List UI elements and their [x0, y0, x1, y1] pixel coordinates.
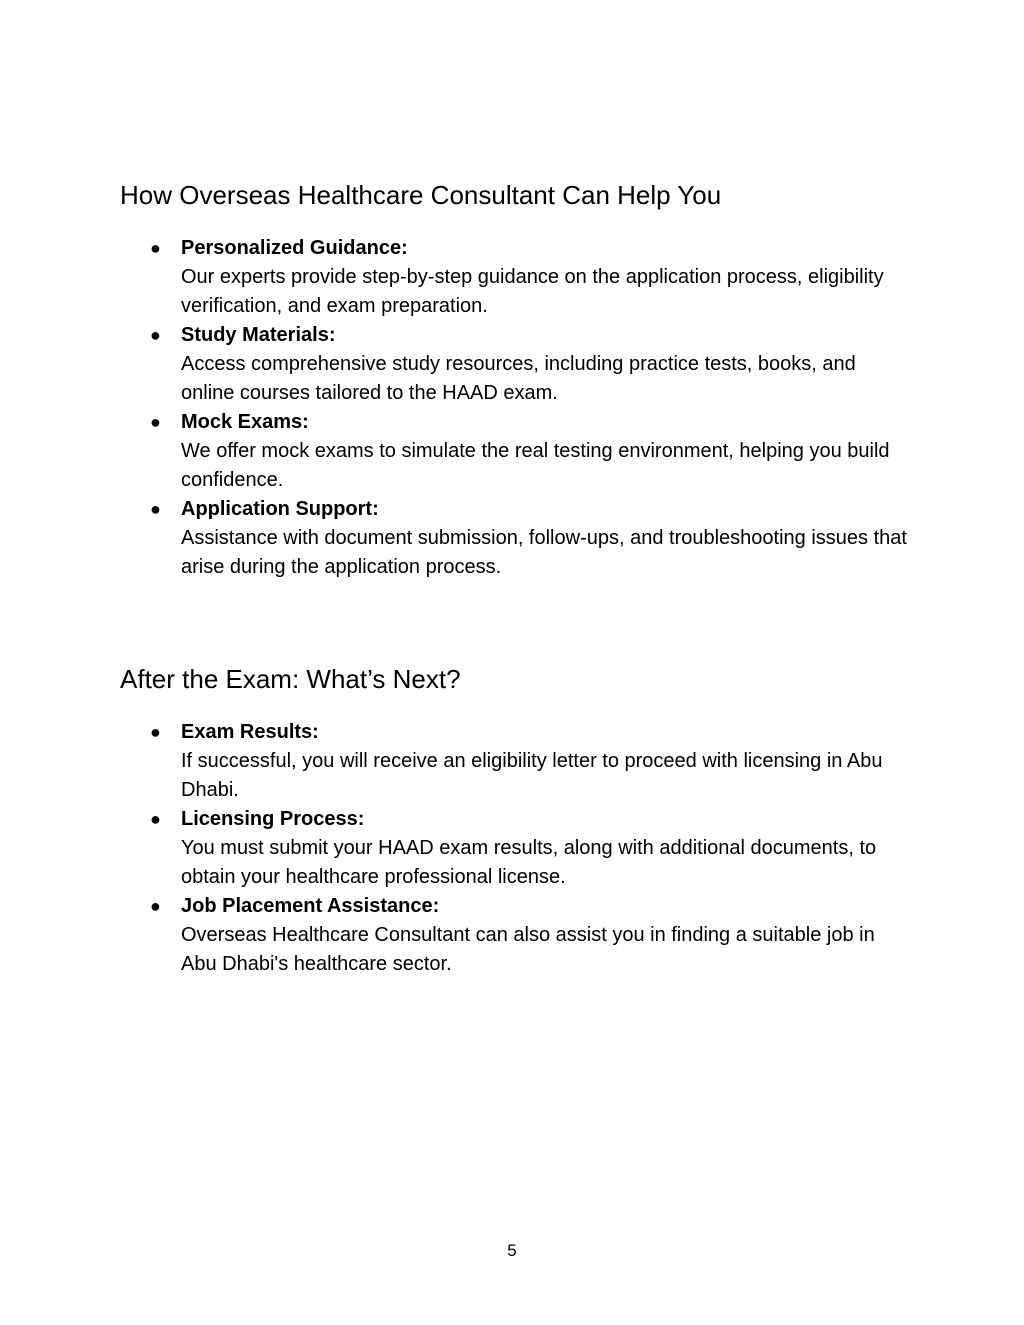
bullet-icon: ●: [150, 809, 161, 829]
item-title: Licensing Process:: [181, 808, 365, 830]
item-body: If successful, you will receive an eligibility letter to proceed with licensing in Abu Dhabi.: [181, 750, 883, 801]
bullet-icon: ●: [150, 499, 161, 519]
list-item: [120, 234, 910, 321]
section-how-we-help: [120, 176, 910, 582]
list-item: [120, 718, 910, 805]
bullet-list: [120, 234, 910, 582]
section-heading: After the Exam: What’s Next?: [120, 664, 461, 694]
section-heading: How Overseas Healthcare Consultant Can Help You: [120, 180, 722, 210]
bullet-list: [120, 718, 910, 979]
item-body: Our experts provide step-by-step guidance on the application process, eligibility verification, and exam preparation.: [181, 266, 884, 317]
item-title: Personalized Guidance:: [181, 237, 408, 259]
item-title: Mock Exams:: [181, 411, 309, 433]
list-item: [120, 892, 910, 979]
bullet-icon: ●: [150, 896, 161, 916]
section-after-exam: [120, 660, 910, 979]
item-title: Study Materials:: [181, 324, 336, 346]
bullet-icon: ●: [150, 238, 161, 258]
item-body: Assistance with document submission, follow-ups, and troubleshooting issues that arise during the application process.: [181, 527, 907, 578]
bullet-icon: ●: [150, 722, 161, 742]
list-item: [120, 495, 910, 582]
item-body: We offer mock exams to simulate the real testing environment, helping you build confidence.: [181, 440, 890, 491]
bullet-icon: ●: [150, 325, 161, 345]
bullet-icon: ●: [150, 412, 161, 432]
list-item: [120, 408, 910, 495]
list-item: [120, 321, 910, 408]
page-number: 5: [507, 1241, 517, 1260]
list-item: [120, 805, 910, 892]
item-body: You must submit your HAAD exam results, along with additional documents, to obtain your healthcare professional license.: [181, 837, 877, 888]
item-title: Application Support:: [181, 498, 379, 520]
item-title: Job Placement Assistance:: [181, 895, 440, 917]
item-title: Exam Results:: [181, 721, 319, 743]
item-body: Access comprehensive study resources, including practice tests, books, and online courses tailored to the HAAD exam.: [181, 353, 856, 404]
item-body: Overseas Healthcare Consultant can also assist you in finding a suitable job in Abu Dhabi's healthcare sector.: [181, 924, 875, 975]
